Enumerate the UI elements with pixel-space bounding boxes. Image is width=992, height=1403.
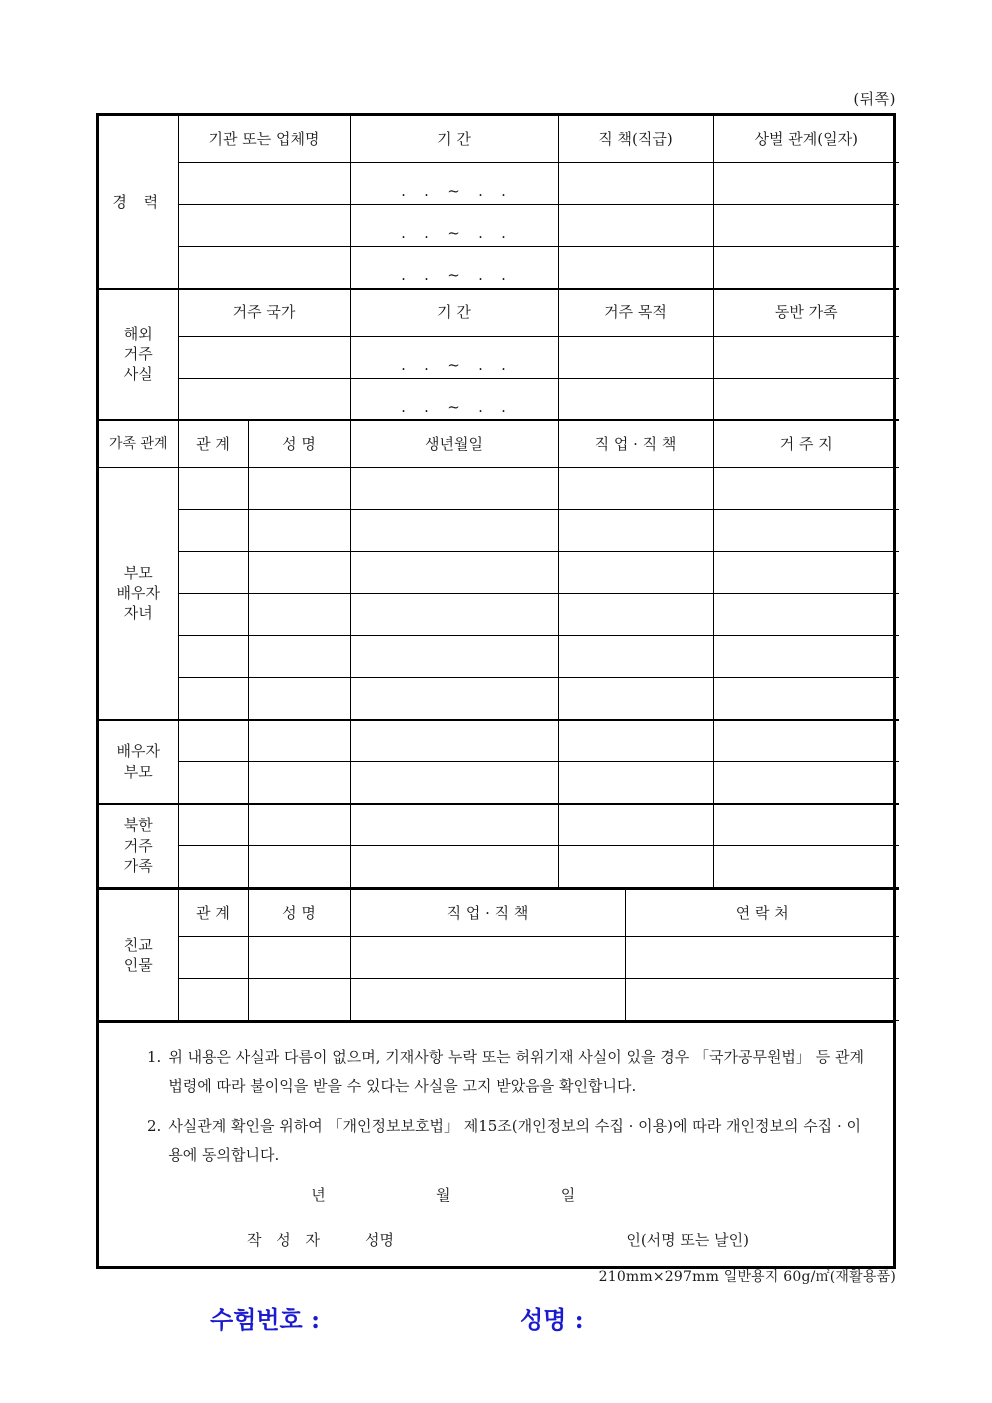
acquaintances-label-line: 인물: [123, 956, 153, 974]
overseas-cell-country[interactable]: [178, 336, 350, 378]
family-cell-birthdate[interactable]: [350, 846, 558, 888]
family-cell-occupation[interactable]: [558, 468, 713, 510]
declaration-item-text: 사실관계 확인을 위하여 「개인정보보호법」 제15조(개인정보의 수집 · 이용)에 따라 개인정보의 수집 · 이용에 동의합니다.: [168, 1116, 861, 1164]
declaration-item-number: 2.: [147, 1116, 162, 1135]
date-day-label: 일: [560, 1186, 576, 1204]
family-cell-birthdate[interactable]: [350, 804, 558, 846]
career-cell-period[interactable]: [350, 163, 558, 205]
main-form-table: [99, 116, 899, 888]
family-cell-relation[interactable]: [178, 636, 248, 678]
overseas-cell-purpose[interactable]: [558, 336, 713, 378]
career-row[interactable]: [99, 247, 899, 289]
family-col-residence: 거 주 지: [713, 420, 899, 468]
overseas-label-line: 해외: [123, 324, 153, 343]
period-placeholder: . . ~ . .: [401, 266, 507, 285]
family-cell-name[interactable]: [248, 468, 350, 510]
date-year-label: 년: [311, 1186, 326, 1204]
family-section-header: 가족 관계: [99, 420, 178, 468]
family-cell-name[interactable]: [248, 720, 350, 762]
family-cell-occupation[interactable]: [558, 678, 713, 720]
acq-cell-occupation[interactable]: [350, 937, 625, 979]
family-cell-occupation[interactable]: [558, 636, 713, 678]
family-cell-residence[interactable]: [713, 636, 899, 678]
family-cell-birthdate[interactable]: [350, 552, 558, 594]
acq-cell-contact[interactable]: [625, 979, 899, 1021]
overseas-cell-period[interactable]: [350, 378, 558, 420]
family-cell-residence[interactable]: [713, 804, 899, 846]
family-group-label-line: 거주: [123, 836, 153, 855]
overseas-cell-accompany[interactable]: [713, 336, 899, 378]
family-cell-relation[interactable]: [178, 678, 248, 720]
declaration-item-1: [125, 1043, 867, 1102]
family-cell-residence[interactable]: [713, 762, 899, 804]
family-row[interactable]: [99, 762, 899, 804]
family-group-label-line: 배우자: [116, 584, 160, 603]
family-cell-birthdate[interactable]: [350, 678, 558, 720]
family-cell-name[interactable]: [248, 762, 350, 804]
family-cell-name[interactable]: [248, 510, 350, 552]
career-section-label: 경 력: [99, 116, 178, 289]
family-cell-occupation[interactable]: [558, 594, 713, 636]
signature-line: [125, 1229, 867, 1254]
acq-cell-name[interactable]: [248, 979, 350, 1021]
career-cell-period[interactable]: [350, 247, 558, 289]
family-cell-name[interactable]: [248, 636, 350, 678]
family-row[interactable]: [99, 594, 899, 636]
declaration-block: [99, 1021, 893, 1266]
family-group-label-parents-spouse-children: [99, 468, 178, 720]
overseas-row[interactable]: [99, 336, 899, 378]
family-group-label-line: 가족: [123, 856, 153, 875]
family-cell-occupation[interactable]: [558, 552, 713, 594]
career-col-period: 기 간: [350, 116, 558, 163]
family-group-label-line: 배우자: [116, 742, 160, 761]
family-row[interactable]: [99, 468, 899, 510]
family-cell-relation[interactable]: [178, 846, 248, 888]
family-col-occupation: 직 업 · 직 책: [558, 420, 713, 468]
family-row[interactable]: [99, 804, 899, 846]
family-cell-occupation[interactable]: [558, 762, 713, 804]
family-cell-birthdate[interactable]: [350, 762, 558, 804]
family-cell-name[interactable]: [248, 552, 350, 594]
family-row[interactable]: [99, 720, 899, 762]
declaration-item-2: [125, 1112, 867, 1171]
family-cell-name[interactable]: [248, 678, 350, 720]
family-col-birthdate: 생년월일: [350, 420, 558, 468]
family-cell-birthdate[interactable]: [350, 510, 558, 552]
family-cell-relation[interactable]: [178, 804, 248, 846]
career-cell-period[interactable]: [350, 205, 558, 247]
career-header-row: [99, 116, 899, 163]
family-col-relation: 관 계: [178, 420, 248, 468]
family-cell-birthdate[interactable]: [350, 636, 558, 678]
exam-number-label: 수험번호 :: [210, 1305, 320, 1334]
date-month-label: 월: [436, 1186, 451, 1204]
family-cell-occupation[interactable]: [558, 846, 713, 888]
acquaintances-section-label: [99, 889, 178, 1021]
career-cell-position[interactable]: [558, 247, 713, 289]
career-col-org: 기관 또는 업체명: [178, 116, 350, 163]
declaration-item-number: 1.: [147, 1048, 162, 1066]
acq-cell-name[interactable]: [248, 937, 350, 979]
family-cell-relation[interactable]: [178, 762, 248, 804]
overseas-cell-purpose[interactable]: [558, 378, 713, 420]
career-cell-position[interactable]: [558, 163, 713, 205]
period-placeholder: . . ~ . .: [401, 182, 507, 201]
overseas-row[interactable]: [99, 378, 899, 420]
family-header-row: [99, 420, 899, 468]
career-cell-awards[interactable]: [713, 247, 899, 289]
family-cell-relation[interactable]: [178, 468, 248, 510]
family-row[interactable]: [99, 678, 899, 720]
acq-cell-occupation[interactable]: [350, 979, 625, 1021]
family-cell-relation[interactable]: [178, 720, 248, 762]
period-placeholder: . . ~ . .: [401, 224, 507, 243]
page-side-marker: (뒤쪽): [853, 90, 896, 108]
overseas-col-country: 거주 국가: [178, 289, 350, 337]
overseas-col-accompany: 동반 가족: [713, 289, 899, 337]
career-col-position: 직 책(직급): [558, 116, 713, 163]
date-line: [125, 1184, 867, 1205]
acq-cell-contact[interactable]: [625, 937, 899, 979]
family-group-label-spouse-parents: [99, 720, 178, 804]
signer-name-label: 성명: [365, 1231, 394, 1249]
family-cell-relation[interactable]: [178, 510, 248, 552]
family-cell-occupation[interactable]: [558, 804, 713, 846]
family-row[interactable]: [99, 552, 899, 594]
family-cell-name[interactable]: [248, 846, 350, 888]
paper-spec-note: 210mm×297mm 일반용지 60g/㎡(재활용품): [598, 1269, 896, 1285]
career-cell-org[interactable]: [178, 163, 350, 205]
career-cell-org[interactable]: [178, 247, 350, 289]
acq-col-contact: 연 락 처: [625, 889, 899, 937]
family-cell-residence[interactable]: [713, 468, 899, 510]
family-row[interactable]: [99, 636, 899, 678]
family-cell-occupation[interactable]: [558, 510, 713, 552]
overseas-cell-period[interactable]: [350, 336, 558, 378]
overseas-label-line: 사실: [123, 365, 153, 384]
family-cell-relation[interactable]: [178, 552, 248, 594]
career-row[interactable]: [99, 205, 899, 247]
family-group-label-line: 부모: [123, 762, 153, 781]
family-cell-residence[interactable]: [713, 510, 899, 552]
period-placeholder: . . ~ . .: [401, 355, 507, 374]
career-cell-awards[interactable]: [713, 163, 899, 205]
overseas-cell-country[interactable]: [178, 378, 350, 420]
family-cell-residence[interactable]: [713, 678, 899, 720]
acq-col-occupation: 직 업 · 직 책: [350, 889, 625, 937]
acquaintances-header-row: [99, 889, 899, 937]
family-cell-birthdate[interactable]: [350, 594, 558, 636]
acq-col-name: 성 명: [248, 889, 350, 937]
overseas-header-row: [99, 289, 899, 337]
career-cell-position[interactable]: [558, 205, 713, 247]
family-group-label-north-korea-residents: [99, 804, 178, 888]
family-cell-birthdate[interactable]: [350, 468, 558, 510]
applicant-name-label: 성명 :: [520, 1305, 584, 1334]
career-cell-org[interactable]: [178, 205, 350, 247]
author-label: 작 성 자: [247, 1231, 326, 1249]
family-row[interactable]: [99, 846, 899, 888]
overseas-cell-accompany[interactable]: [713, 378, 899, 420]
family-group-label-line: 북한: [123, 816, 153, 835]
family-cell-name[interactable]: [248, 594, 350, 636]
family-cell-occupation[interactable]: [558, 720, 713, 762]
family-col-name: 성 명: [248, 420, 350, 468]
acquaintances-table: [99, 888, 899, 1021]
acq-cell-relation[interactable]: [178, 937, 248, 979]
acquaintances-row[interactable]: [99, 979, 899, 1021]
family-cell-relation[interactable]: [178, 594, 248, 636]
acquaintances-row[interactable]: [99, 937, 899, 979]
acquaintances-label-line: 친교: [123, 935, 153, 954]
family-cell-birthdate[interactable]: [350, 720, 558, 762]
family-cell-residence[interactable]: [713, 720, 899, 762]
seal-label: 인(서명 또는 날인): [626, 1231, 749, 1249]
overseas-col-period: 기 간: [350, 289, 558, 337]
career-row[interactable]: [99, 163, 899, 205]
family-cell-residence[interactable]: [713, 594, 899, 636]
acq-col-relation: 관 계: [178, 889, 248, 937]
overseas-col-purpose: 거주 목적: [558, 289, 713, 337]
family-row[interactable]: [99, 510, 899, 552]
family-group-label-line: 자녀: [123, 604, 153, 623]
form-sheet: [96, 113, 896, 1269]
period-placeholder: . . ~ . .: [401, 397, 507, 416]
overseas-label-line: 거주: [123, 345, 153, 364]
career-cell-awards[interactable]: [713, 205, 899, 247]
acq-cell-relation[interactable]: [178, 979, 248, 1021]
family-cell-name[interactable]: [248, 804, 350, 846]
career-col-awards: 상벌 관계(일자): [713, 116, 899, 163]
family-cell-residence[interactable]: [713, 552, 899, 594]
declaration-item-text: 위 내용은 사실과 다름이 없으며, 기재사항 누락 또는 허위기재 사실이 있을 경우 「국가공무원법」 등 관계법령에 따라 불이익을 받을 수 있다는 사실을 고지 받았음을 확인합니다.: [168, 1048, 864, 1096]
family-group-label-line: 부모: [123, 563, 153, 582]
family-cell-residence[interactable]: [713, 846, 899, 888]
overseas-section-label: [99, 289, 178, 421]
